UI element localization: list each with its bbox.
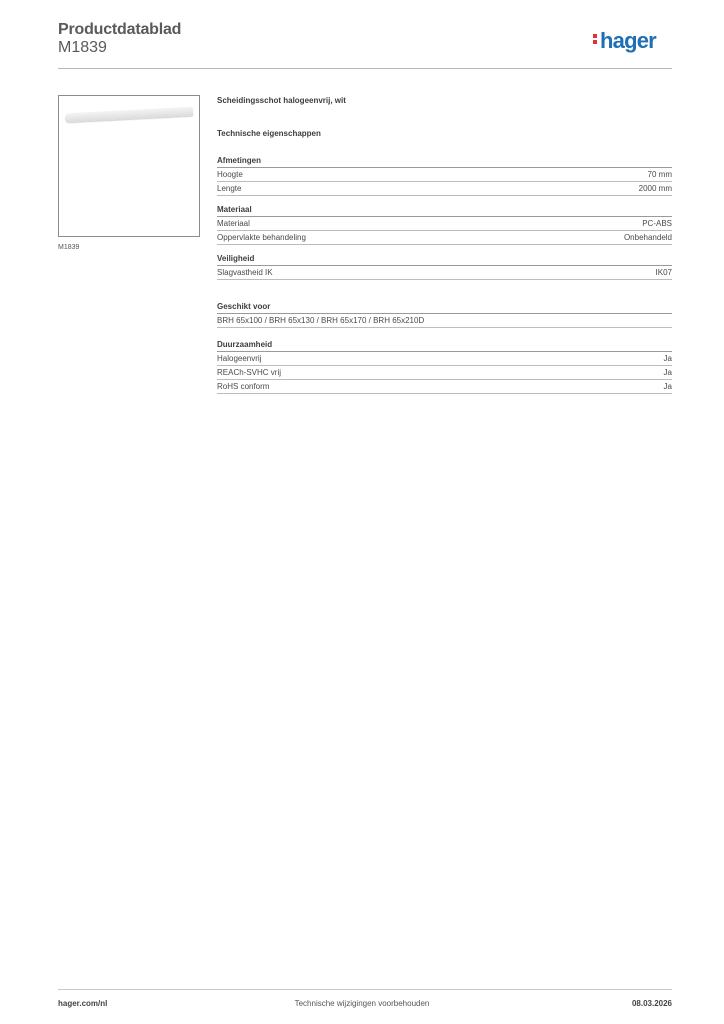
property-label: BRH 65x100 / BRH 65x130 / BRH 65x170 / BRH 65x210D bbox=[217, 316, 425, 325]
property-value: Ja bbox=[663, 354, 672, 363]
section-title: Duurzaamheid bbox=[217, 339, 672, 352]
property-row bbox=[217, 314, 672, 328]
section-title: Afmetingen bbox=[217, 155, 672, 168]
property-value: IK07 bbox=[655, 268, 672, 277]
property-label: Halogeenvrij bbox=[217, 354, 262, 363]
property-label: Hoogte bbox=[217, 170, 243, 179]
document-title: Productdatablad bbox=[58, 21, 182, 38]
property-row bbox=[217, 168, 672, 182]
property-value: PC-ABS bbox=[642, 219, 672, 228]
section-suitable-for bbox=[217, 301, 672, 328]
property-label: Oppervlakte behandeling bbox=[217, 233, 306, 242]
section-title: Veiligheid bbox=[217, 253, 672, 266]
footer-date: 08.03.2026 bbox=[631, 999, 672, 1008]
property-label: RoHS conform bbox=[217, 382, 270, 391]
logo-dots-icon bbox=[593, 32, 598, 46]
section-dimensions bbox=[217, 155, 672, 196]
property-label: Lengte bbox=[217, 184, 242, 193]
property-row bbox=[217, 266, 672, 280]
property-label: Slagvastheid IK bbox=[217, 268, 273, 277]
section-title: Geschikt voor bbox=[217, 301, 672, 314]
hager-logo bbox=[593, 28, 656, 54]
footer-disclaimer: Technische wijzigingen voorbehouden bbox=[294, 999, 430, 1008]
footer-website-link[interactable]: hager.com/nl bbox=[58, 999, 108, 1008]
property-row bbox=[217, 380, 672, 394]
product-name: Scheidingsschot halogeenvrij, wit bbox=[217, 96, 346, 105]
product-details bbox=[217, 96, 672, 402]
property-label: REACh-SVHC vrij bbox=[217, 368, 282, 377]
property-label: Materiaal bbox=[217, 219, 250, 228]
product-image bbox=[58, 95, 200, 237]
image-caption: M1839 bbox=[58, 244, 80, 251]
property-value: Ja bbox=[663, 368, 672, 377]
logo-text: hager bbox=[600, 28, 656, 53]
property-value: 2000 mm bbox=[638, 184, 672, 193]
partition-bar-image bbox=[65, 107, 193, 123]
header-divider bbox=[58, 68, 672, 69]
section-title: Materiaal bbox=[217, 204, 672, 217]
property-row bbox=[217, 231, 672, 245]
property-row bbox=[217, 182, 672, 196]
technical-properties-title: Technische eigenschappen bbox=[217, 129, 321, 138]
footer-divider bbox=[58, 989, 672, 990]
property-row bbox=[217, 366, 672, 380]
section-sustainability bbox=[217, 339, 672, 394]
property-row bbox=[217, 352, 672, 366]
section-material bbox=[217, 204, 672, 245]
property-value: 70 mm bbox=[647, 170, 672, 179]
product-code: M1839 bbox=[58, 39, 107, 56]
property-value: Ja bbox=[663, 382, 672, 391]
section-safety bbox=[217, 253, 672, 280]
property-value: Onbehandeld bbox=[623, 233, 672, 242]
property-row bbox=[217, 217, 672, 231]
